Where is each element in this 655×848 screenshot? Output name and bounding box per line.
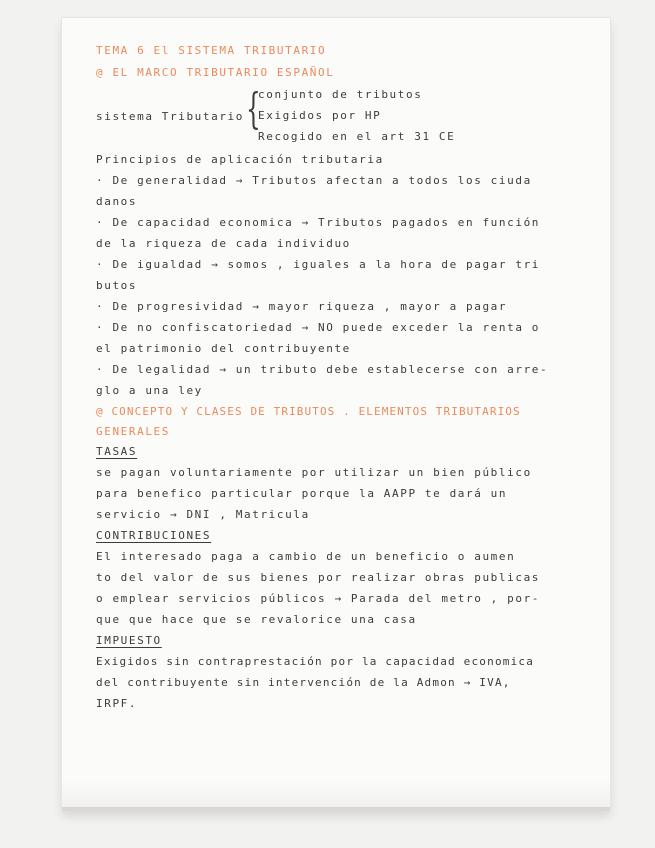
tasas-line: para benefico particular porque la AAPP te dará un — [96, 487, 508, 500]
contribuciones-line: que que hace que se revalorice una casa — [96, 613, 417, 626]
impuesto-line: Exigidos sin contraprestación por la capacidad economica — [96, 655, 535, 668]
impuesto-heading: IMPUESTO — [96, 634, 162, 647]
contribuciones-line: El interesado paga a cambio de un beneficio o aumen — [96, 550, 516, 563]
principios-heading: Principios de aplicación tributaria — [96, 153, 384, 166]
principio-line: · De progresividad → mayor riqueza , mayor a pagar — [96, 300, 508, 313]
impuesto-line: del contribuyente sin intervención de la Admon → IVA, — [96, 676, 511, 689]
principio-line: el patrimonio del contribuyente — [96, 342, 351, 355]
contribuciones-line: to del valor de sus bienes por realizar obras publicas — [96, 571, 541, 584]
section-heading-concepto-cont: GENERALES — [96, 425, 171, 438]
page-bottom-shade — [62, 780, 610, 810]
principio-line: · De no confiscatoriedad → NO puede exceder la renta o — [96, 321, 541, 334]
sistema-item: Exigidos por HP — [258, 109, 382, 122]
principio-line: glo a una ley — [96, 384, 203, 397]
principio-line: butos — [96, 279, 138, 292]
page-edge-shadow — [62, 807, 610, 811]
tasas-heading: TASAS — [96, 445, 138, 458]
sistema-label: sistema Tributario — [96, 110, 245, 123]
tasas-line: se pagan voluntariamente por utilizar un bien público — [96, 466, 532, 479]
principio-line: de la riqueza de cada individuo — [96, 237, 351, 250]
principio-line: danos — [96, 195, 138, 208]
section-heading-concepto: @ CONCEPTO Y CLASES DE TRIBUTOS . ELEMENTOS TRIBUTARIOS — [96, 405, 521, 418]
section-heading-marco: @ EL MARCO TRIBUTARIO ESPAÑOL — [96, 66, 335, 79]
principio-line: · De capacidad economica → Tributos pagados en función — [96, 216, 541, 229]
brace-icon: { — [246, 84, 261, 133]
sistema-item: Recogido en el art 31 CE — [258, 130, 456, 143]
principio-line: · De legalidad → un tributo debe establecerse con arre- — [96, 363, 549, 376]
impuesto-line: IRPF. — [96, 697, 138, 710]
tasas-line: servicio → DNI , Matricula — [96, 508, 310, 521]
principio-line: · De igualdad → somos , iguales a la hora de pagar tri — [96, 258, 541, 271]
principio-line: · De generalidad → Tributos afectan a todos los ciuda — [96, 174, 532, 187]
document-title: TEMA 6 El SISTEMA TRIBUTARIO — [96, 44, 327, 57]
contribuciones-line: o emplear servicios públicos → Parada del metro , por- — [96, 592, 541, 605]
sistema-item: conjunto de tributos — [258, 88, 423, 101]
contribuciones-heading: CONTRIBUCIONES — [96, 529, 212, 542]
